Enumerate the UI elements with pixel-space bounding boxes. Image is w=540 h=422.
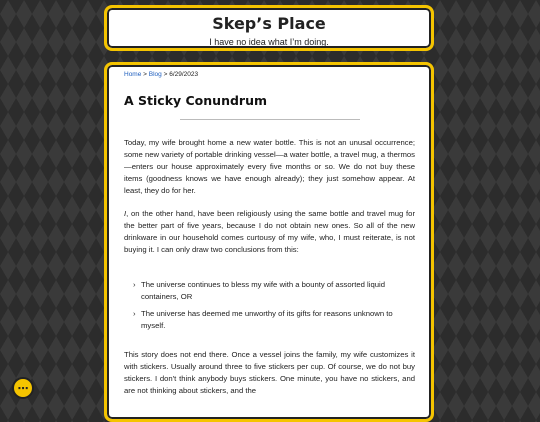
- chevron-right-icon: ›: [133, 309, 136, 318]
- site-tagline: I have no idea what I’m doing.: [209, 37, 329, 47]
- breadcrumb-separator: >: [141, 71, 149, 78]
- more-options-icon: ⋯: [17, 381, 29, 395]
- conclusion-list: [124, 279, 415, 332]
- menu-button[interactable]: [12, 377, 34, 399]
- chevron-right-icon: ›: [133, 280, 136, 289]
- breadcrumb: [124, 71, 415, 78]
- list-item-text: The universe has deemed me unworthy of its gifts for reasons unknown to myself.: [141, 309, 393, 330]
- post-title: A Sticky Conundrum: [124, 93, 268, 108]
- post-paragraph-2-emphasis: I: [124, 209, 127, 218]
- breadcrumb-blog-link[interactable]: Blog: [148, 71, 162, 78]
- breadcrumb-separator: >: [161, 71, 170, 78]
- post-paragraph-3: This story does not end there. Once a vessel joins the family, my wife customizes it with stickers. Usually around three to five stickers per cup. Of course, we do not buy stickers. I don't think anybody buys stickers. One minute, you have no stickers, and are not thinking about stickers, and the: [124, 350, 415, 395]
- post-paragraph-1: Today, my wife brought home a new water bottle. This is not an unusal occurrence; some new variety of portable drinking vessel—a water bottle, a travel mug, a thermos—enters our house approximately every five months or so. We do not buy these items (goodness knows we have enough already); they just somehow appear. At least, they do for her.: [124, 138, 415, 195]
- post-card: [104, 62, 434, 422]
- post-paragraph-2: [124, 208, 415, 256]
- title-divider: [180, 119, 360, 120]
- site-title[interactable]: Skep’s Place: [212, 14, 326, 33]
- post-paragraph-2-text: , on the other hand, have been religiously using the same bottle and travel mug for the better part of five years, because I do not obtain new ones. So all of the new drinkware in our household comes curtousy of my wife, who, I must reiterate, is not buying it. I can only draw two conclusions from this:: [124, 209, 415, 254]
- site-header: [104, 5, 434, 51]
- list-item-text: The universe continues to bless my wife with a bounty of assorted liquid containers, OR: [141, 280, 385, 301]
- breadcrumb-home-link[interactable]: Home: [124, 71, 142, 78]
- list-item: [133, 279, 415, 303]
- list-item: [133, 308, 415, 332]
- breadcrumb-date: 6/29/2023: [169, 71, 199, 78]
